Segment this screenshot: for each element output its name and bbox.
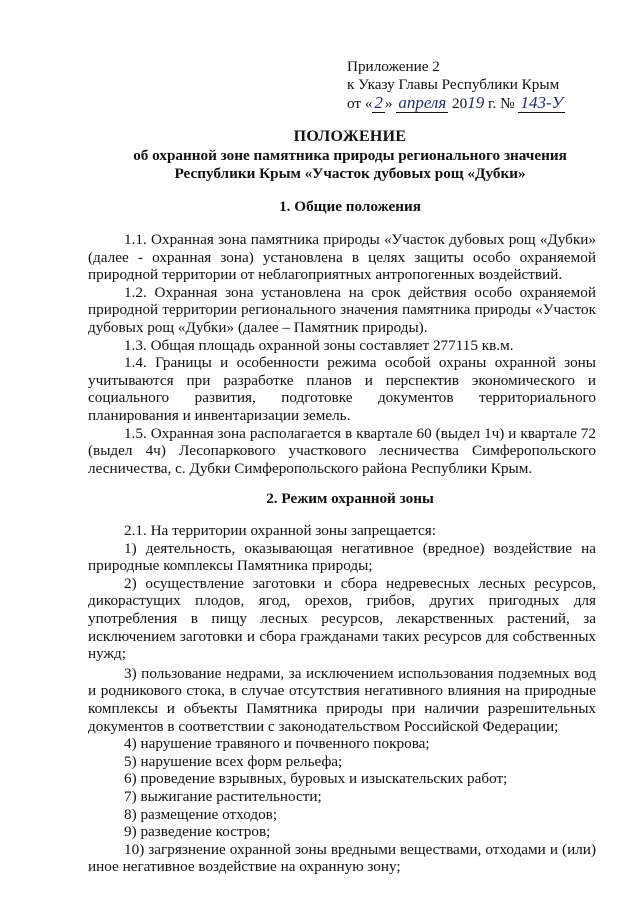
- section-2-body: [88, 522, 596, 876]
- handwritten-day: 2: [374, 93, 383, 112]
- attachment-line-2: к Указу Главы Республики Крым: [347, 76, 560, 93]
- paragraph-1-3: 1.3. Общая площадь охранной зоны составляет 277115 кв.м.: [124, 336, 514, 354]
- section-1-body: [88, 231, 596, 477]
- date-prefix: от «: [347, 95, 373, 112]
- paragraph-1-5: 1.5. Охранная зона располагается в квартале 60 (выдел 1ч) и квартале 72 (выдел 4ч) Лесопаркового участкового лесничества Симферопольского лесничества, с. Дубки Симферопольского района Республики Крым.: [88, 424, 596, 477]
- handwritten-year: 19: [467, 93, 485, 112]
- list-item-6: 6) проведение взрывных, буровых и изыскательских работ;: [124, 770, 508, 788]
- list-item-2: 2) осуществление заготовки и сбора недревесных лесных ресурсов, дикорастущих плодов, ягод, орехов, грибов, других пригодных для употребления в пищу лесных ресурсов, лекарственных растений, за исключением заготовки и сбора гражданами таких ресурсов для собственных нужд;: [88, 574, 596, 663]
- document-subtitle-1: об охранной зоне памятника природы регионального значения: [133, 147, 567, 164]
- date-quote: »: [384, 95, 393, 112]
- list-item-9: 9) разведение костров;: [124, 823, 271, 841]
- document-subtitle-2: Республики Крым «Участок дубовых рощ «Дубки»: [174, 165, 526, 182]
- attachment-block: [347, 58, 617, 113]
- list-item-3: 3) пользование недрами, за исключением использования подземных вод и родникового стока, в случае отсутствия негативного влияния на природные комплексы и объекты Памятника природы при наличии разрешительных документов в соответствии с законодательством Российской Федерации;: [88, 664, 596, 735]
- list-item-4: 4) нарушение травяного и почвенного покрова;: [124, 735, 430, 753]
- paragraph-1-1: 1.1. Охранная зона памятника природы «Участок дубовых рощ «Дубки» (далее - охранная зона) установлена в целях защиты особо охраняемой природной территории от неблагоприятных антропогенных воздействий.: [88, 231, 596, 284]
- year-suffix-number: г. №: [488, 95, 515, 112]
- year-prefix: 20: [452, 95, 468, 112]
- attachment-line-3: [347, 94, 617, 113]
- list-item-5: 5) нарушение всех форм рельефа;: [124, 752, 343, 770]
- list-item-1: 1) деятельность, оказывающая негативное (вредное) воздействие на природные комплексы Памятника природы;: [88, 539, 596, 575]
- section-2-heading: 2. Режим охранной зоны: [266, 490, 434, 507]
- paragraph-1-2: 1.2. Охранная зона установлена на срок действия особо охраняемой природной территории регионального значения памятника природы «Участок дубовых рощ «Дубки» (далее – Памятник природы).: [88, 283, 596, 336]
- list-item-10: 10) загрязнение охранной зоны вредными веществами, отходами и (или) иное негативное воздействие на охранную зону;: [88, 840, 596, 876]
- list-item-8: 8) размещение отходов;: [124, 805, 278, 823]
- attachment-line-1: Приложение 2: [347, 58, 440, 75]
- section-1-heading: 1. Общие положения: [279, 198, 421, 215]
- document-title: ПОЛОЖЕНИЕ: [293, 128, 407, 145]
- paragraph-1-4: 1.4. Границы и особенности режима особой охраны охранной зоны учитываются при разработке планов и перспектив экономического и социального развития, подготовке документов территориального планирования и инвентаризации земель.: [88, 354, 596, 424]
- paragraph-2-1: 2.1. На территории охранной зоны запрещается:: [124, 522, 436, 539]
- handwritten-decree-number: 143-У: [520, 93, 564, 112]
- handwritten-month: апреля: [398, 93, 447, 112]
- list-item-7: 7) выжигание растительности;: [124, 787, 322, 805]
